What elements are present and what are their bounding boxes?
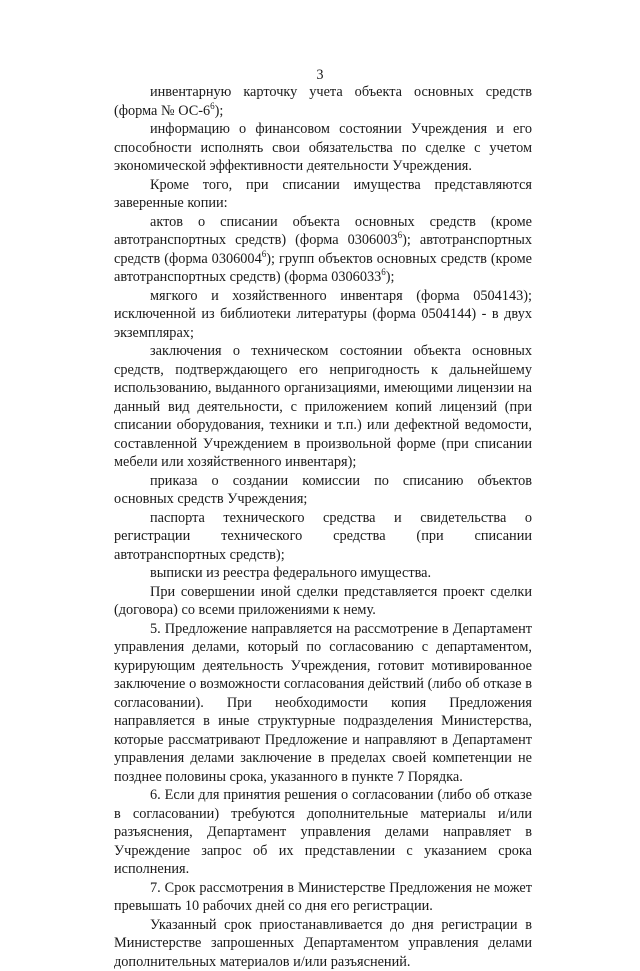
other-deal-paragraph: При совершении иной сделки представляется проект сделки (договора) со всеми приложениями к нему. — [114, 583, 532, 620]
item-5-paragraph: 5. Предложение направляется на рассмотрение в Департамент управления делами, который по согласованию с департаментом, курирующим деятельность Учреждения, готовит мотивированное заключение о возможности согласования действий (либо об отказе в согласовании). При необходимости копия Предложения направляется в иные структурные подразделения Министерства, которые рассматривают Предложение и направляют в Департамент управления делами заключение в пределах своей компетенции не позднее половины срока, указанного в пункте 7 Порядка. — [114, 620, 532, 787]
commission-order-paragraph: приказа о создании комиссии по списанию объектов основных средств Учреждения; — [114, 472, 532, 509]
passport-paragraph: паспорта технического средства и свидетельства о регистрации технического средства (при списании автотранспортных средств); — [114, 509, 532, 565]
inventory-card-paragraph: инвентарную карточку учета объекта основных средств — [114, 83, 532, 102]
item-7-paragraph: 7. Срок рассмотрения в Министерстве Предложения не может превышать 10 рабочих дней со дня его регистрации. — [114, 879, 532, 916]
writeoff-acts-paragraph: актов о списании объекта основных средств (кроме автотранспортных средств) (форма 0306003$^6$); автотранспортных средств (форма 0306004$^6$); групп объектов основных средств (кроме автотранспортных средств) (форма 0306033$^6$); — [114, 213, 532, 287]
writeoff-intro-paragraph: Кроме того, при списании имущества представляются заверенные копии: — [114, 176, 532, 213]
item-6-paragraph: 6. Если для принятия решения о согласовании (либо об отказе в согласовании) требуются дополнительные материалы и/или разъяснения, Департамент управления делами направляет в Учреждение запрос об их представлении с указанием срока исполнения. — [114, 786, 532, 879]
financial-info-paragraph: информацию о финансовом состоянии Учреждения и его способности исполнять свои обязательства по сделке с учетом экономической эффективности деятельности Учреждения. — [114, 120, 532, 176]
suspension-paragraph: Указанный срок приостанавливается до дня регистрации в Министерстве запрошенных Департаментом управления делами дополнительных материалов и/или разъяснений. — [114, 916, 532, 971]
inventory-form-line: (форма № $ОС-6^6$); — [114, 102, 532, 121]
registry-extract-paragraph: выписки из реестра федерального имущества. — [114, 564, 532, 583]
document-body — [114, 83, 532, 971]
item-number: 7. — [150, 880, 161, 896]
item-number: 6. — [150, 787, 161, 803]
page-number: 3 — [0, 66, 640, 85]
soft-inventory-paragraph: мягкого и хозяйственного инвентаря (форма 0504143); исключенной из библиотеки литературы (форма 0504144) - в двух экземплярах; — [114, 287, 532, 343]
tech-conclusion-paragraph: заключения о техническом состоянии объекта основных средств, подтверждающего его непригодность к дальнейшему использованию, выданного организациями, имеющими лицензии на данный вид деятельности, с приложением копий лицензий (при списании оборудования, техники и т.п.) или дефектной ведомости, составленной Учреждением в произвольной форме (при списании мебели или хозяйственного инвентаря); — [114, 342, 532, 472]
item-number: 5. — [150, 621, 161, 637]
